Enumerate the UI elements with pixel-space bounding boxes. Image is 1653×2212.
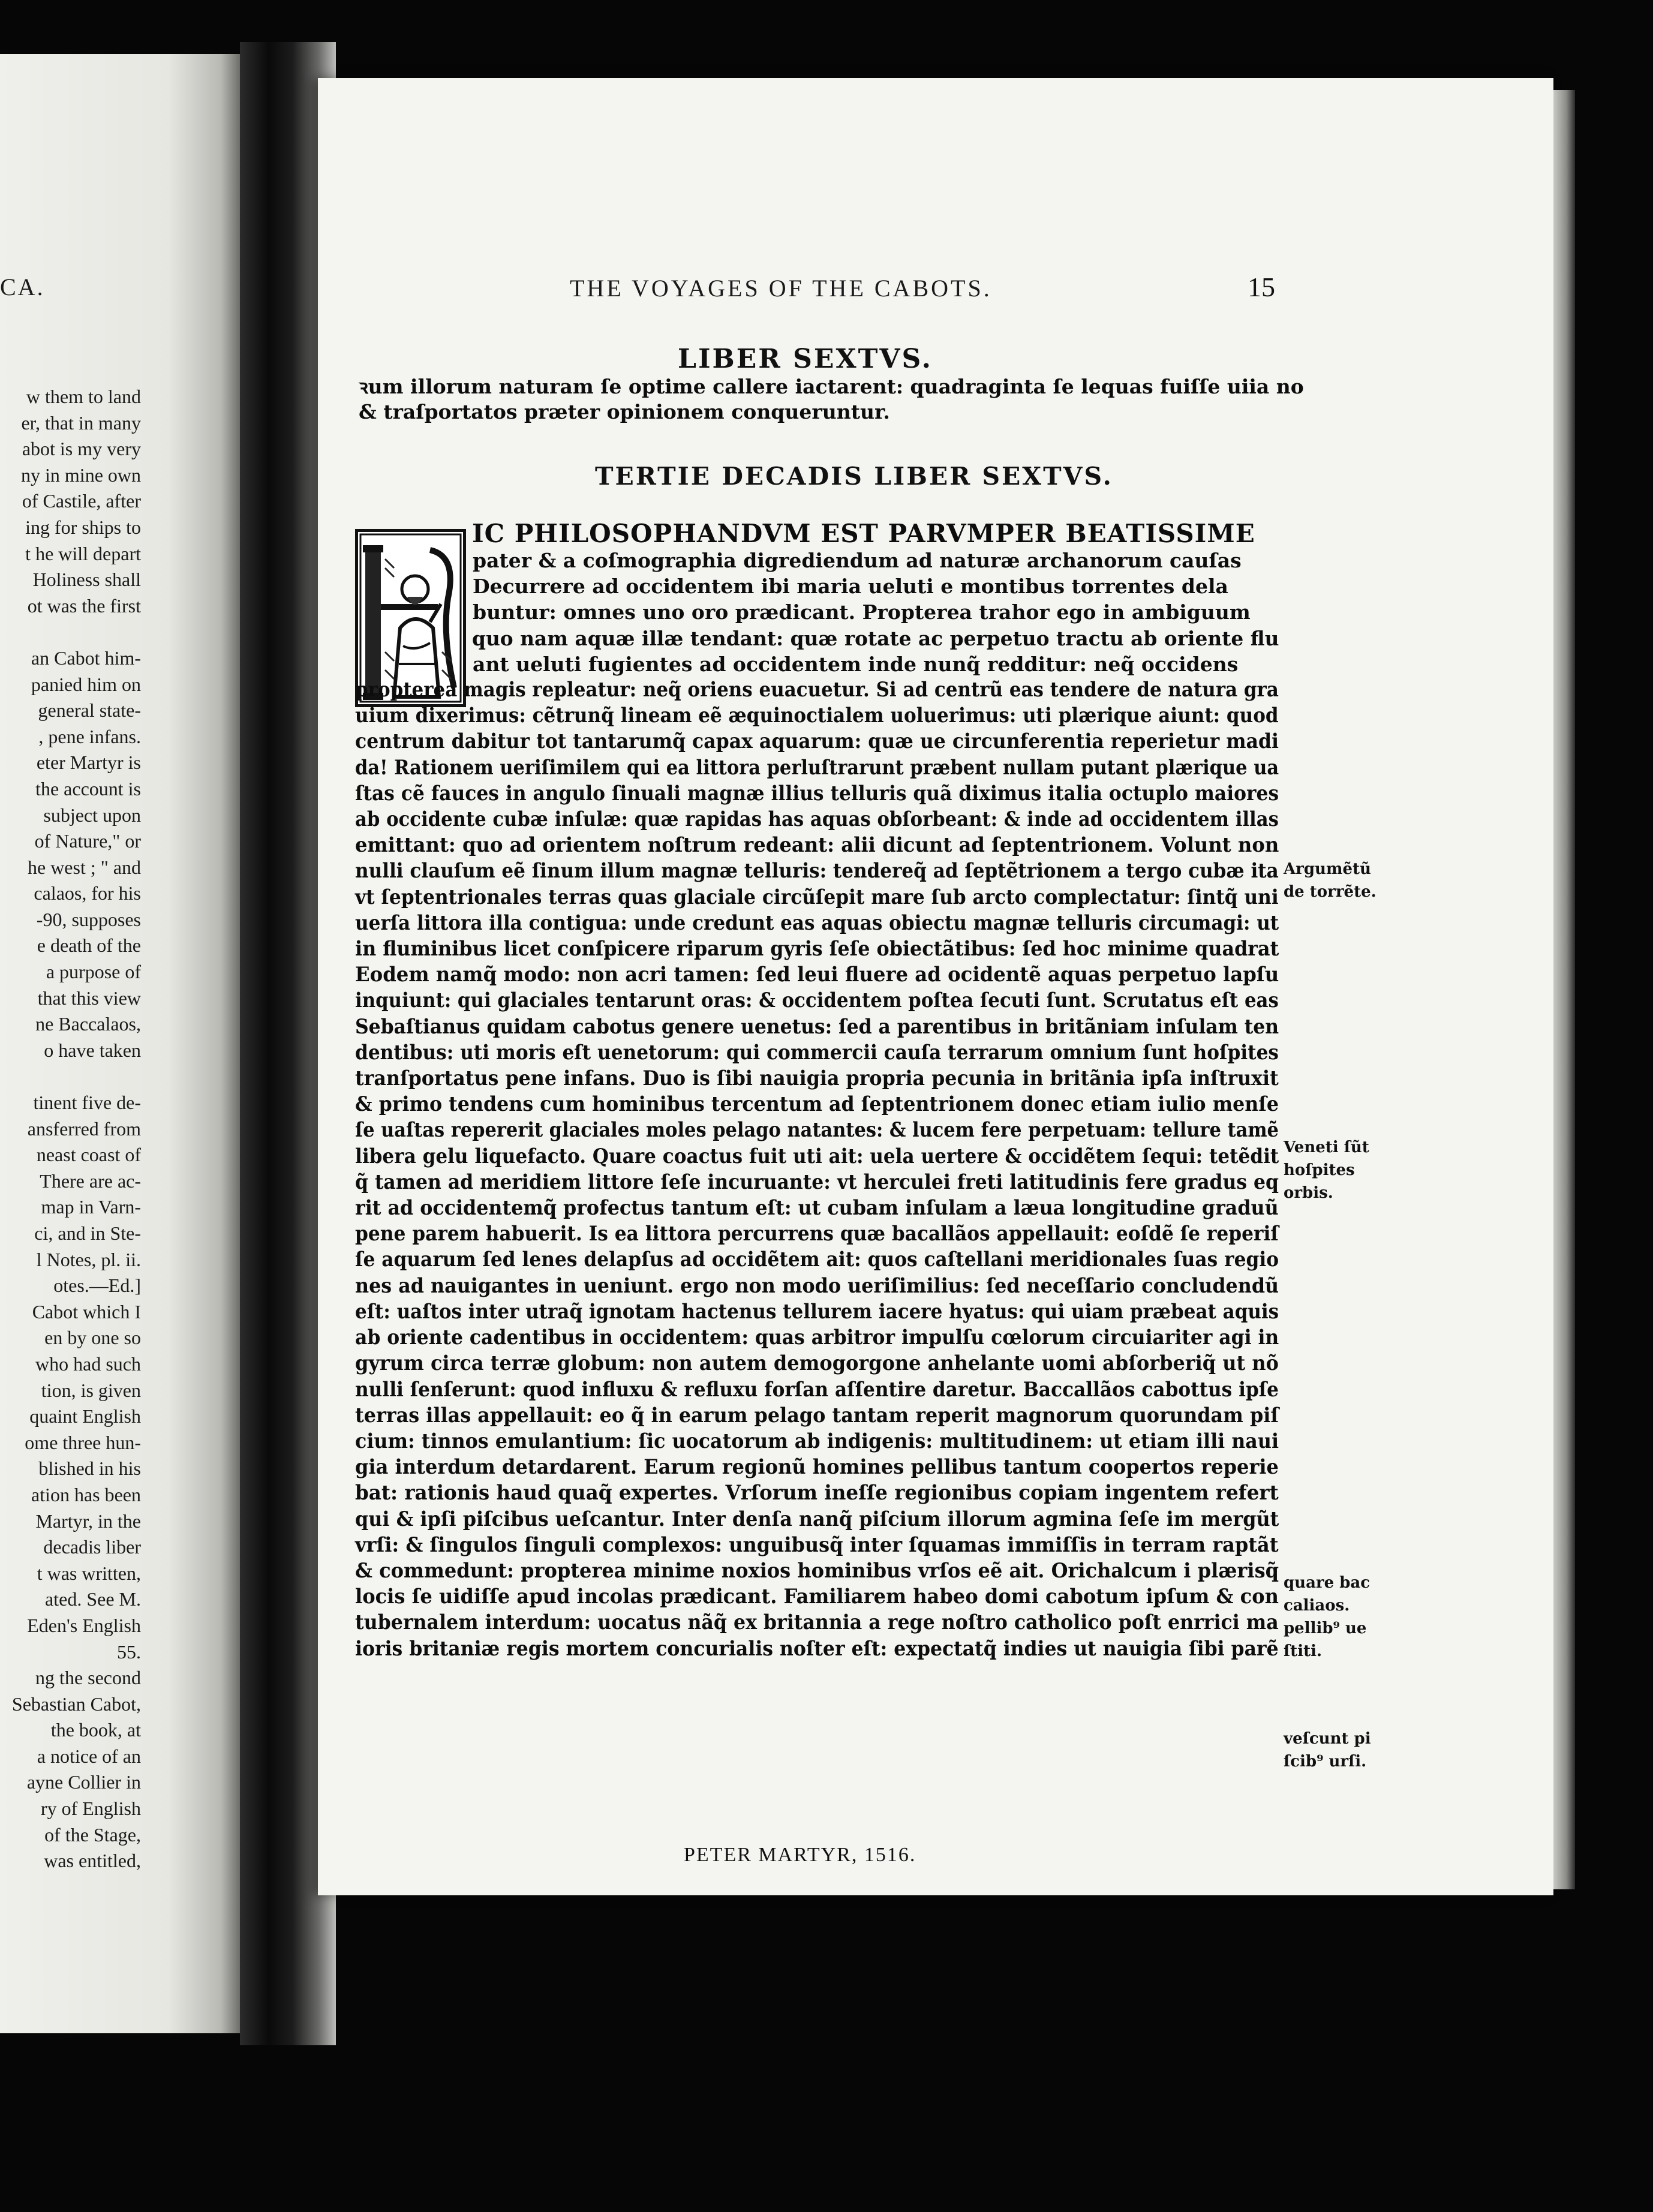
opening-line: IC PHILOSOPHANDVM EST PARVMPER BEATISSIME [472,519,1255,548]
text-line: in fluminibus licet conſpicere riparum gyris ſeſe obiectãtibus: ſed hoc minime quadrat [355,937,1279,961]
margin-note-line: ſcib⁹ urſi. [1284,1753,1367,1771]
left-page-line: e death of the [37,934,141,957]
footer-caption: PETER MARTYR, 1516. [684,1844,916,1866]
book-title: LIBER SEXTVS. [678,344,933,374]
left-page-line: t was written, [37,1562,141,1584]
text-line: centrum dabitur tot tantarumq̃ capax aquarum: quæ ue circunferentia reperietur madi [355,729,1279,754]
right-page [318,78,1553,1895]
text-line: vrſi: & ſingulos ſinguli complexos: unguibusq̃ inter ſquamas immiſſis in terram raptãt [355,1532,1279,1557]
text-line: terras illas appellauit: eo q̃ in earum pelago tantam reperit magnorum quorundam piſ [355,1403,1279,1427]
running-head: THE VOYAGES OF THE CABOTS. [570,275,992,302]
body-text [355,548,1327,1662]
text-line: dentibus: uti moris eſt uenetorum: qui commercii cauſa terrarum omnium ſunt hoſpites [355,1040,1279,1065]
left-page-line [0,1063,141,1090]
left-page-line: a purpose of [46,961,141,983]
left-page-line: l Notes, pl. ii. [36,1248,141,1270]
text-line: uerſa littora illa contigua: unde credunt eas aquas obiectu magnæ telluris circumagi: ut [355,910,1279,935]
left-page-line: a notice of an [37,1745,141,1767]
left-page-line: ng the second [35,1667,141,1689]
left-page-line: en by one so [44,1327,141,1349]
margin-note [1284,1571,1370,1663]
margin-note [1284,1727,1371,1773]
left-page-line: -90, supposes [36,908,141,930]
left-page-line: calaos, for his [34,882,141,904]
margin-note-line: caliaos. [1284,1597,1350,1615]
left-page-line: neast coast of [36,1144,141,1166]
text-line: uium dixerimus: cẽtrunq̃ lineam eẽ æquinoctialem uoluerimus: uti plærique aiunt: quod [355,704,1279,728]
left-page-line: ome three hun- [25,1431,141,1453]
text-line: rit ad occidentemq̃ profectus tantum eſt: ut cubam inſulam a læua longitudine graduũ [355,1196,1279,1221]
left-page-line: ne Baccalaos, [35,1013,141,1035]
left-page-text [0,384,141,1874]
left-page-header: CA. [0,274,45,300]
left-page-line: ation has been [31,1483,141,1505]
margin-note [1284,1136,1369,1204]
text-line: tranſportatus pene infans. Duo is ſibi nauigia propria pecunia in britãnia ipſa inſtruxit [355,1066,1279,1091]
margin-note-line: hoſpites [1284,1161,1355,1179]
text-line: eſt: uaſtos inter utraq̃ ignotam hactenus tellurem iacere hyatus: qui uiam præbeat aquis [355,1299,1279,1324]
left-page-line: , pene infans. [38,725,141,747]
chapter-title: TERTIE DECADIS LIBER SEXTVS. [595,462,1113,491]
left-page-line: abot is my very [22,438,141,460]
left-page-line: subject upon [43,804,141,826]
text-line: qui & ipſi piſcibus ueſcantur. Inter denſa nanq̃ piſcium illorum agmina ſeſe im mergũt [355,1507,1279,1531]
text-line: nes ad nauigantes in ueniunt. ergo non modo ueriſimilius: ſed neceſſario concludendũ [355,1273,1279,1298]
text-line: emittant: quo ad orientem noſtrum redeant: alii dicunt ad ſeptentrionem. Volunt non [355,833,1279,858]
text-line: libera gelu liquefacto. Quare coactus fuit uti ait: uela uertere & occidẽtem ſequi: tetẽdit [355,1144,1279,1168]
text-line: da! Rationem ueriſimilem qui ea littora perluſtrarunt præbent nullam putant plærique ua [355,755,1279,780]
left-page-line: of the Stage, [44,1823,141,1846]
left-page-line: was entitled, [44,1850,141,1872]
text-line: gia interdum detardarent. Earum regionũ homines pellibus tantum coopertos reperie [355,1455,1279,1480]
left-page-line: Sebastian Cabot, [11,1693,141,1715]
left-page-line: t he will depart [25,542,141,564]
left-page-line: that this view [37,987,141,1009]
left-page-line: of Castile, after [22,490,141,512]
margin-note-line: Argumẽtũ [1284,860,1371,878]
text-line: gyrum circa terræ globum: non autem demogorgone anhelante uomi abſorberiq̃ ut nõ [355,1351,1279,1376]
left-page-line: otes.—Ed.] [53,1275,141,1297]
text-line: ab oriente cadentibus in occidentem: quas arbitror impulſu cœlorum circuiariter agi in [355,1326,1279,1350]
left-page-line: general state- [38,699,141,722]
text-line: nulli ſenſerunt: quod influxu & refluxu forſan aſſentire daretur. Baccallãos cabottus ipſe [355,1377,1279,1402]
page-edge [1553,90,1575,1889]
margin-note-line: orbis. [1284,1184,1333,1202]
left-page-line: tion, is given [41,1379,141,1401]
left-page-line: ci, and in Ste- [34,1222,141,1244]
left-page-line: tinent five de- [33,1092,141,1114]
left-page-line: ated. See M. [45,1588,141,1610]
text-line: propterea magis repleatur: neq̃ oriens euacuetur. Si ad centrũ eas tendere de natura gra [355,678,1279,702]
text-line: pater & a coſmographia digrediendum ad naturæ archanorum cauſas [473,549,1242,572]
text-line: ſe uaſtas repererit glaciales moles pelago natantes: & lucem fere perpetuam: tellure tamẽ [355,1118,1279,1143]
left-page-line: ansferred from [27,1117,141,1140]
left-page-line: 55. [117,1640,141,1663]
left-page-line: Cabot which I [32,1300,141,1323]
text-line: q̃ tamen ad meridiem littore ſeſe incuruante: vt herculei freti latitudinis fere gradus eq [355,1170,1279,1194]
left-page-line: Martyr, in the [35,1510,141,1532]
text-line: tubernalem interdum: uocatus nãq̃ ex britannia a rege noſtro catholico poſt enrrici ma [355,1610,1279,1635]
margin-note-line: Veneti ſũt [1284,1138,1369,1156]
left-page-line: ot was the first [27,594,141,617]
text-line: & traſportatos præter opinionem conqueruntur. [359,400,890,423]
body-lines [355,677,1327,1662]
left-page-line: o have taken [44,1039,141,1061]
text-line: quo nam aquæ illæ tendant: quæ rotate ac perpetuo tractu ab oriente flu [471,626,1279,650]
left-page [0,54,240,2033]
left-page-line: ny in mine own [21,464,141,486]
text-line: ſe aquarum ſed lenes delapſus ad occidẽtem ait: quos caſtellani meridionales ſuas regio [355,1248,1279,1272]
left-page-line: who had such [35,1353,141,1375]
text-line: Sebaſtianus quidam cabotus genere uenetus: ſed a parentibus in britãniam inſulam ten [355,1014,1279,1039]
left-page-line: the account is [35,777,141,800]
left-page-line: ing for ships to [25,516,141,538]
text-line: vt ſeptentrionales terras quas glaciale circũſepit mare ſub arcto complectatur: ſintq̃ uni [355,885,1279,909]
left-page-line: quaint English [29,1405,141,1427]
left-page-line: eter Martyr is [36,752,141,774]
text-line: ſtas cẽ fauces in angulo ſinuali magnæ illius telluris quã diximus italia octuplo maiores [355,781,1279,806]
text-line: ant ueluti fugientes ad occidentem inde nunq̃ redditur: neq̃ occidens [473,652,1239,676]
left-page-line: map in Varn- [41,1196,141,1218]
text-line: nulli clauſum eẽ ſinum illum magnæ telluris: tendereq̃ ad ſeptẽtrionem a tergo cubæ ita [355,859,1279,883]
text-line: inquiunt: qui glaciales tentarunt oras: & occidentem poſtea ſecuti ſunt. Scrutatus eſt eas [355,988,1279,1013]
left-page-line: Eden's English [27,1614,141,1636]
left-page-line: of Nature," or [34,830,141,852]
text-line: pene parem habuerit. Is ea littora percurrens quæ bacallãos appellauit: eoſdẽ ſe reperiſ [355,1222,1279,1246]
text-line: buntur: omnes uno oro prædicant. Propterea trahor ego in ambiguum [473,600,1251,624]
left-page-line: ry of English [40,1798,141,1820]
left-page-line: decadis liber [43,1536,141,1558]
text-line: locis ſe uidiſſe apud incolas prædicant. Familiarem habeo domi cabotum ipſum & con [355,1585,1279,1609]
margin-note-line: ſtiti. [1284,1642,1323,1660]
margin-note [1284,858,1377,903]
text-line: & commedunt: propterea minime noxios hominibus vrſos eẽ ait. Orichalcum i plærisq̃ [355,1558,1279,1583]
left-page-line: an Cabot him- [31,647,141,669]
left-page-line: ayne Collier in [26,1771,141,1793]
margin-note-line: quare bac [1284,1574,1371,1592]
left-page-line: Holiness shall [32,569,141,591]
left-page-line [0,619,141,645]
text-line: ꝛum illorum naturam ſe optime callere iactarent: quadraginta ſe lequas fuiſſe uiia no [359,375,1304,398]
left-page-line: he west ; " and [27,856,141,878]
margin-note-line: de torrẽte. [1284,883,1377,901]
left-page-line: er, that in many [21,411,141,434]
text-line: ioris britaniæ regis mortem concurialis noſter eſt: expectatq̃ indies ut nauigia ſibi parẽ [355,1636,1279,1661]
margin-note-line: pellib⁹ ue [1284,1619,1367,1637]
page-number: 15 [1248,272,1275,302]
text-line: & primo tendens cum hominibus tercentum ad ſeptentrionem donec etiam iulio menſe [355,1092,1279,1117]
left-page-line: panied him on [31,673,141,695]
text-line: bat: rationis haud quaq̃ expertes. Vrſorum ineſſe regionibus copiam ingentem refert [355,1481,1279,1505]
text-line: Decurrere ad occidentem ibi maria ueluti e montibus torrentes dela [473,575,1228,599]
left-page-line: w them to land [26,386,141,407]
continuation-text [359,374,1318,425]
text-line: Eodem namq̃ modo: non acri tamen: ſed leui fluere ad ocidentẽ aquas perpetuo lapſu [355,963,1279,987]
left-page-line: the book, at [50,1719,141,1741]
margin-note-line: veſcunt pi [1284,1730,1371,1748]
left-page-line: There are ac- [40,1170,141,1192]
text-line: cium: tinnos emulantium: ſic uocatorum ab indigenis: multitudinem: ut etiam illi naui [355,1429,1279,1453]
left-page-line: blished in his [38,1457,141,1480]
text-line: ab occidente cubæ inſulæ: quæ rapidas has aquas obſorbeant: & inde ad occidentem illas [355,807,1279,832]
